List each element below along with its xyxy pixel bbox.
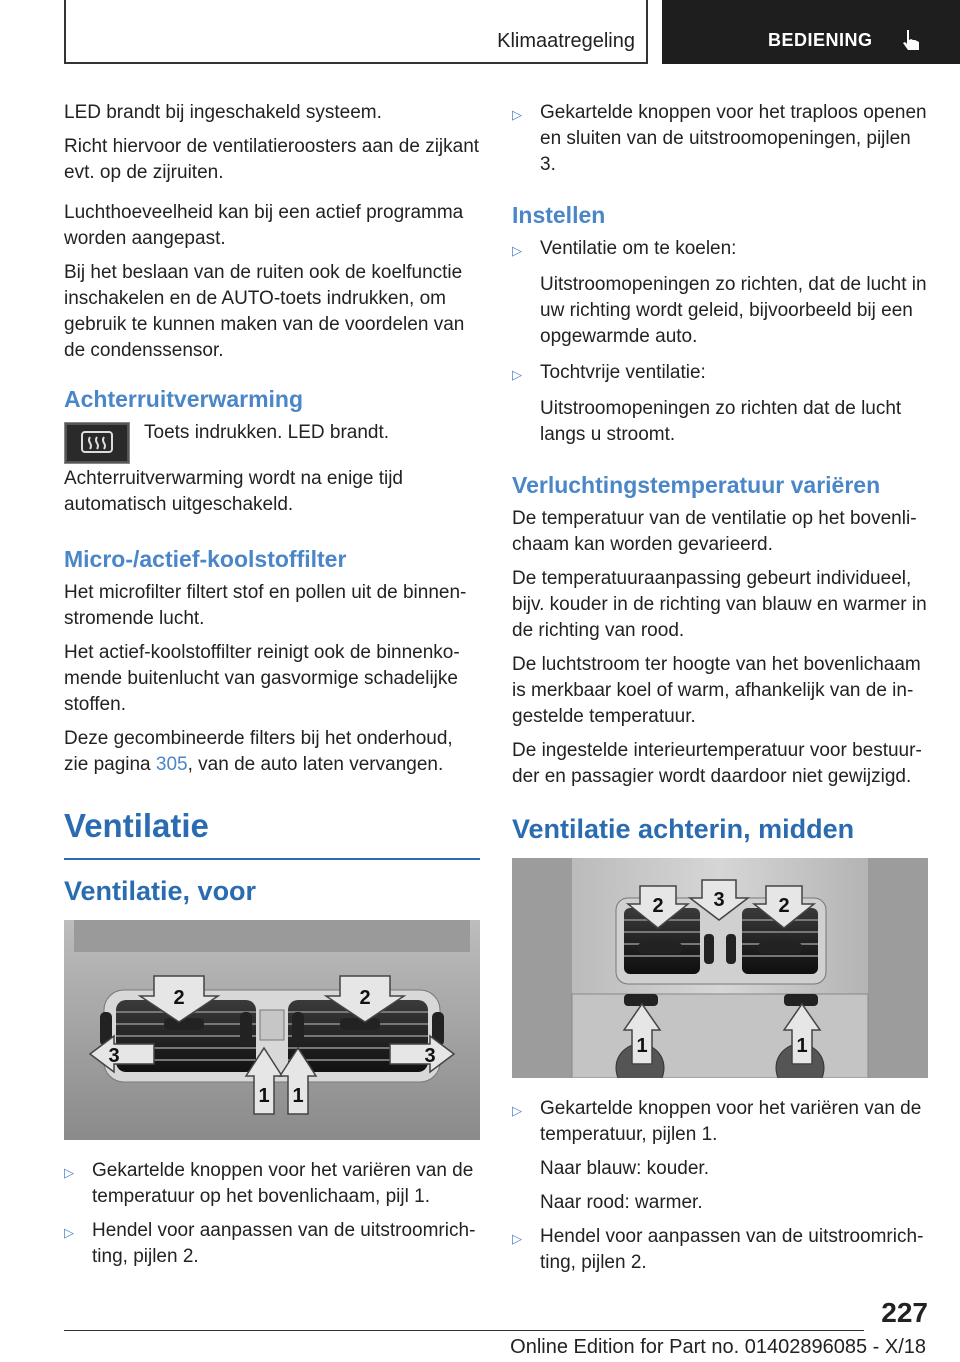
header-chapter-label: BEDIENING [768, 30, 873, 50]
list-item [64, 1218, 480, 1270]
text: Deze gecombineerde filters bij het onderhoud, zie pagina [64, 728, 453, 775]
paragraph: Uitstroomopeningen zo richten, dat de lucht in uw richting wordt geleid, bijvoorbeeld bij een opgewarmde auto. [540, 274, 927, 347]
triangle-bullet-icon: ▷ [512, 107, 522, 122]
paragraph: Naar rood: warmer. [540, 1192, 703, 1213]
header-chapter-tab[interactable] [662, 0, 960, 64]
callout-label: 1 [258, 1085, 270, 1107]
heading-filter: Micro-/actief-koolstoffilter [64, 546, 347, 572]
paragraph: LED brandt bij ingeschakeld systeem. [64, 102, 382, 123]
paragraph [64, 726, 480, 778]
list-item-text: Hendel voor aanpassen van de uitstroomrichting, pijlen 2. [92, 1220, 476, 1267]
list-item-text: Gekartelde knoppen voor het variëren van de temperatuur, pijlen 1. [540, 1098, 922, 1145]
triangle-bullet-icon: ▷ [512, 367, 522, 382]
triangle-bullet-icon: ▷ [512, 1231, 522, 1246]
left-column [64, 100, 480, 1278]
paragraph: Naar blauw: kouder. [540, 1158, 709, 1179]
paragraph: Richt hiervoor de ventilatieroosters aan de zijkant evt. op de zijruiten. [64, 136, 480, 183]
callout-label: 2 [652, 895, 664, 917]
list-item-text: Gekartelde knoppen voor het traploos openen en sluiten van de uitstroomopeningen, pijlen 3. [540, 102, 927, 175]
paragraph: Toets indrukken. LED brandt. [144, 422, 390, 443]
heading-rule [64, 858, 480, 860]
paragraph: De luchtstroom ter hoogte van het bovenlichaam is merkbaar koel of warm, afhankelijk van de ingestelde temperatuur. [512, 654, 921, 727]
list-item-text: Tochtvrije ventilatie: [540, 362, 706, 383]
list-item [512, 100, 928, 178]
callout-label: 3 [108, 1045, 120, 1067]
callout-label: 2 [359, 987, 371, 1009]
list-item-text: Hendel voor aanpassen van de uitstroomrichting, pijlen 2. [540, 1226, 924, 1273]
triangle-bullet-icon: ▷ [512, 243, 522, 258]
heading-settings: Instellen [512, 202, 606, 228]
callout-label: 1 [636, 1035, 648, 1057]
edition-text: Online Edition for Part no. 01402896085 - X/18 [510, 1336, 926, 1358]
list-item [512, 1224, 928, 1276]
list-item [64, 1158, 480, 1210]
list-item-text: Gekartelde knoppen voor het variëren van de temperatuur op het bovenlichaam, pijl 1. [92, 1160, 474, 1207]
rear-defrost-icon [79, 429, 115, 457]
list-item [512, 360, 928, 388]
paragraph: Het microfilter filtert stof en pollen uit de binnenstromende lucht. [64, 582, 467, 629]
right-column [512, 100, 928, 1284]
footer-rule [64, 1330, 864, 1331]
heading-ventilation: Ventilatie [64, 807, 209, 844]
heading-rear-window-heating: Achterruitverwarming [64, 386, 304, 412]
callout-label: 2 [173, 987, 185, 1009]
header-rule-left [64, 0, 66, 64]
paragraph: De temperatuuraanpassing gebeurt individueel, bijv. kouder in de richting van blauw en warmer in de richting van rood. [512, 568, 927, 641]
paragraph: De ingestelde interieurtemperatuur voor bestuurder en passagier wordt daardoor niet gewijzigd. [512, 740, 922, 787]
page-number: 227 [881, 1297, 928, 1328]
paragraph: Het actief-koolstoffilter reinigt ook de binnenkomende buitenlucht van gasvormige schadelijke stoffen. [64, 642, 460, 715]
callout-label: 3 [713, 889, 725, 911]
heading-rear-ventilation: Ventilatie achterin, midden [512, 814, 855, 844]
callout-label: 1 [796, 1035, 808, 1057]
header-section-title: Klimaatregeling [497, 30, 635, 52]
rear-vent-photo [512, 858, 928, 1078]
paragraph: De temperatuur van de ventilatie op het bovenlichaam kan worden gevarieerd. [512, 508, 917, 555]
callout-label: 2 [778, 895, 790, 917]
list-item [512, 236, 928, 264]
heading-ventilation-front: Ventilatie, voor [64, 876, 257, 906]
triangle-bullet-icon: ▷ [64, 1165, 74, 1180]
header-rule-bottom [64, 62, 648, 64]
paragraph: Bij het beslaan van de ruiten ook de koelfunctie inschakelen en de AUTO-toets indrukken, om gebruik te kunnen maken van de voordelen van de condenssensor. [64, 262, 465, 361]
callout-label: 3 [424, 1045, 436, 1067]
rear-window-heating-button[interactable] [64, 422, 130, 464]
hand-pointer-icon [898, 28, 924, 54]
triangle-bullet-icon: ▷ [64, 1225, 74, 1240]
text: , van de auto laten vervangen. [187, 754, 444, 775]
list-item-text: Ventilatie om te koelen: [540, 238, 737, 259]
paragraph: Uitstroomopeningen zo richten dat de lucht langs u stroomt. [540, 398, 902, 445]
header-rule-mid [646, 0, 648, 64]
page-link-305[interactable]: 305 [155, 754, 188, 775]
triangle-bullet-icon: ▷ [512, 1103, 522, 1118]
callout-label: 1 [292, 1085, 304, 1107]
list-item [512, 1096, 928, 1148]
front-vent-photo [64, 920, 480, 1140]
paragraph: Achterruitverwarming wordt na enige tijd automatisch uitgeschakeld. [64, 468, 403, 515]
heading-temperature: Verluchtingstemperatuur variëren [512, 472, 881, 498]
paragraph: Luchthoeveelheid kan bij een actief programma worden aangepast. [64, 202, 464, 249]
rear-heat-row [64, 420, 480, 464]
